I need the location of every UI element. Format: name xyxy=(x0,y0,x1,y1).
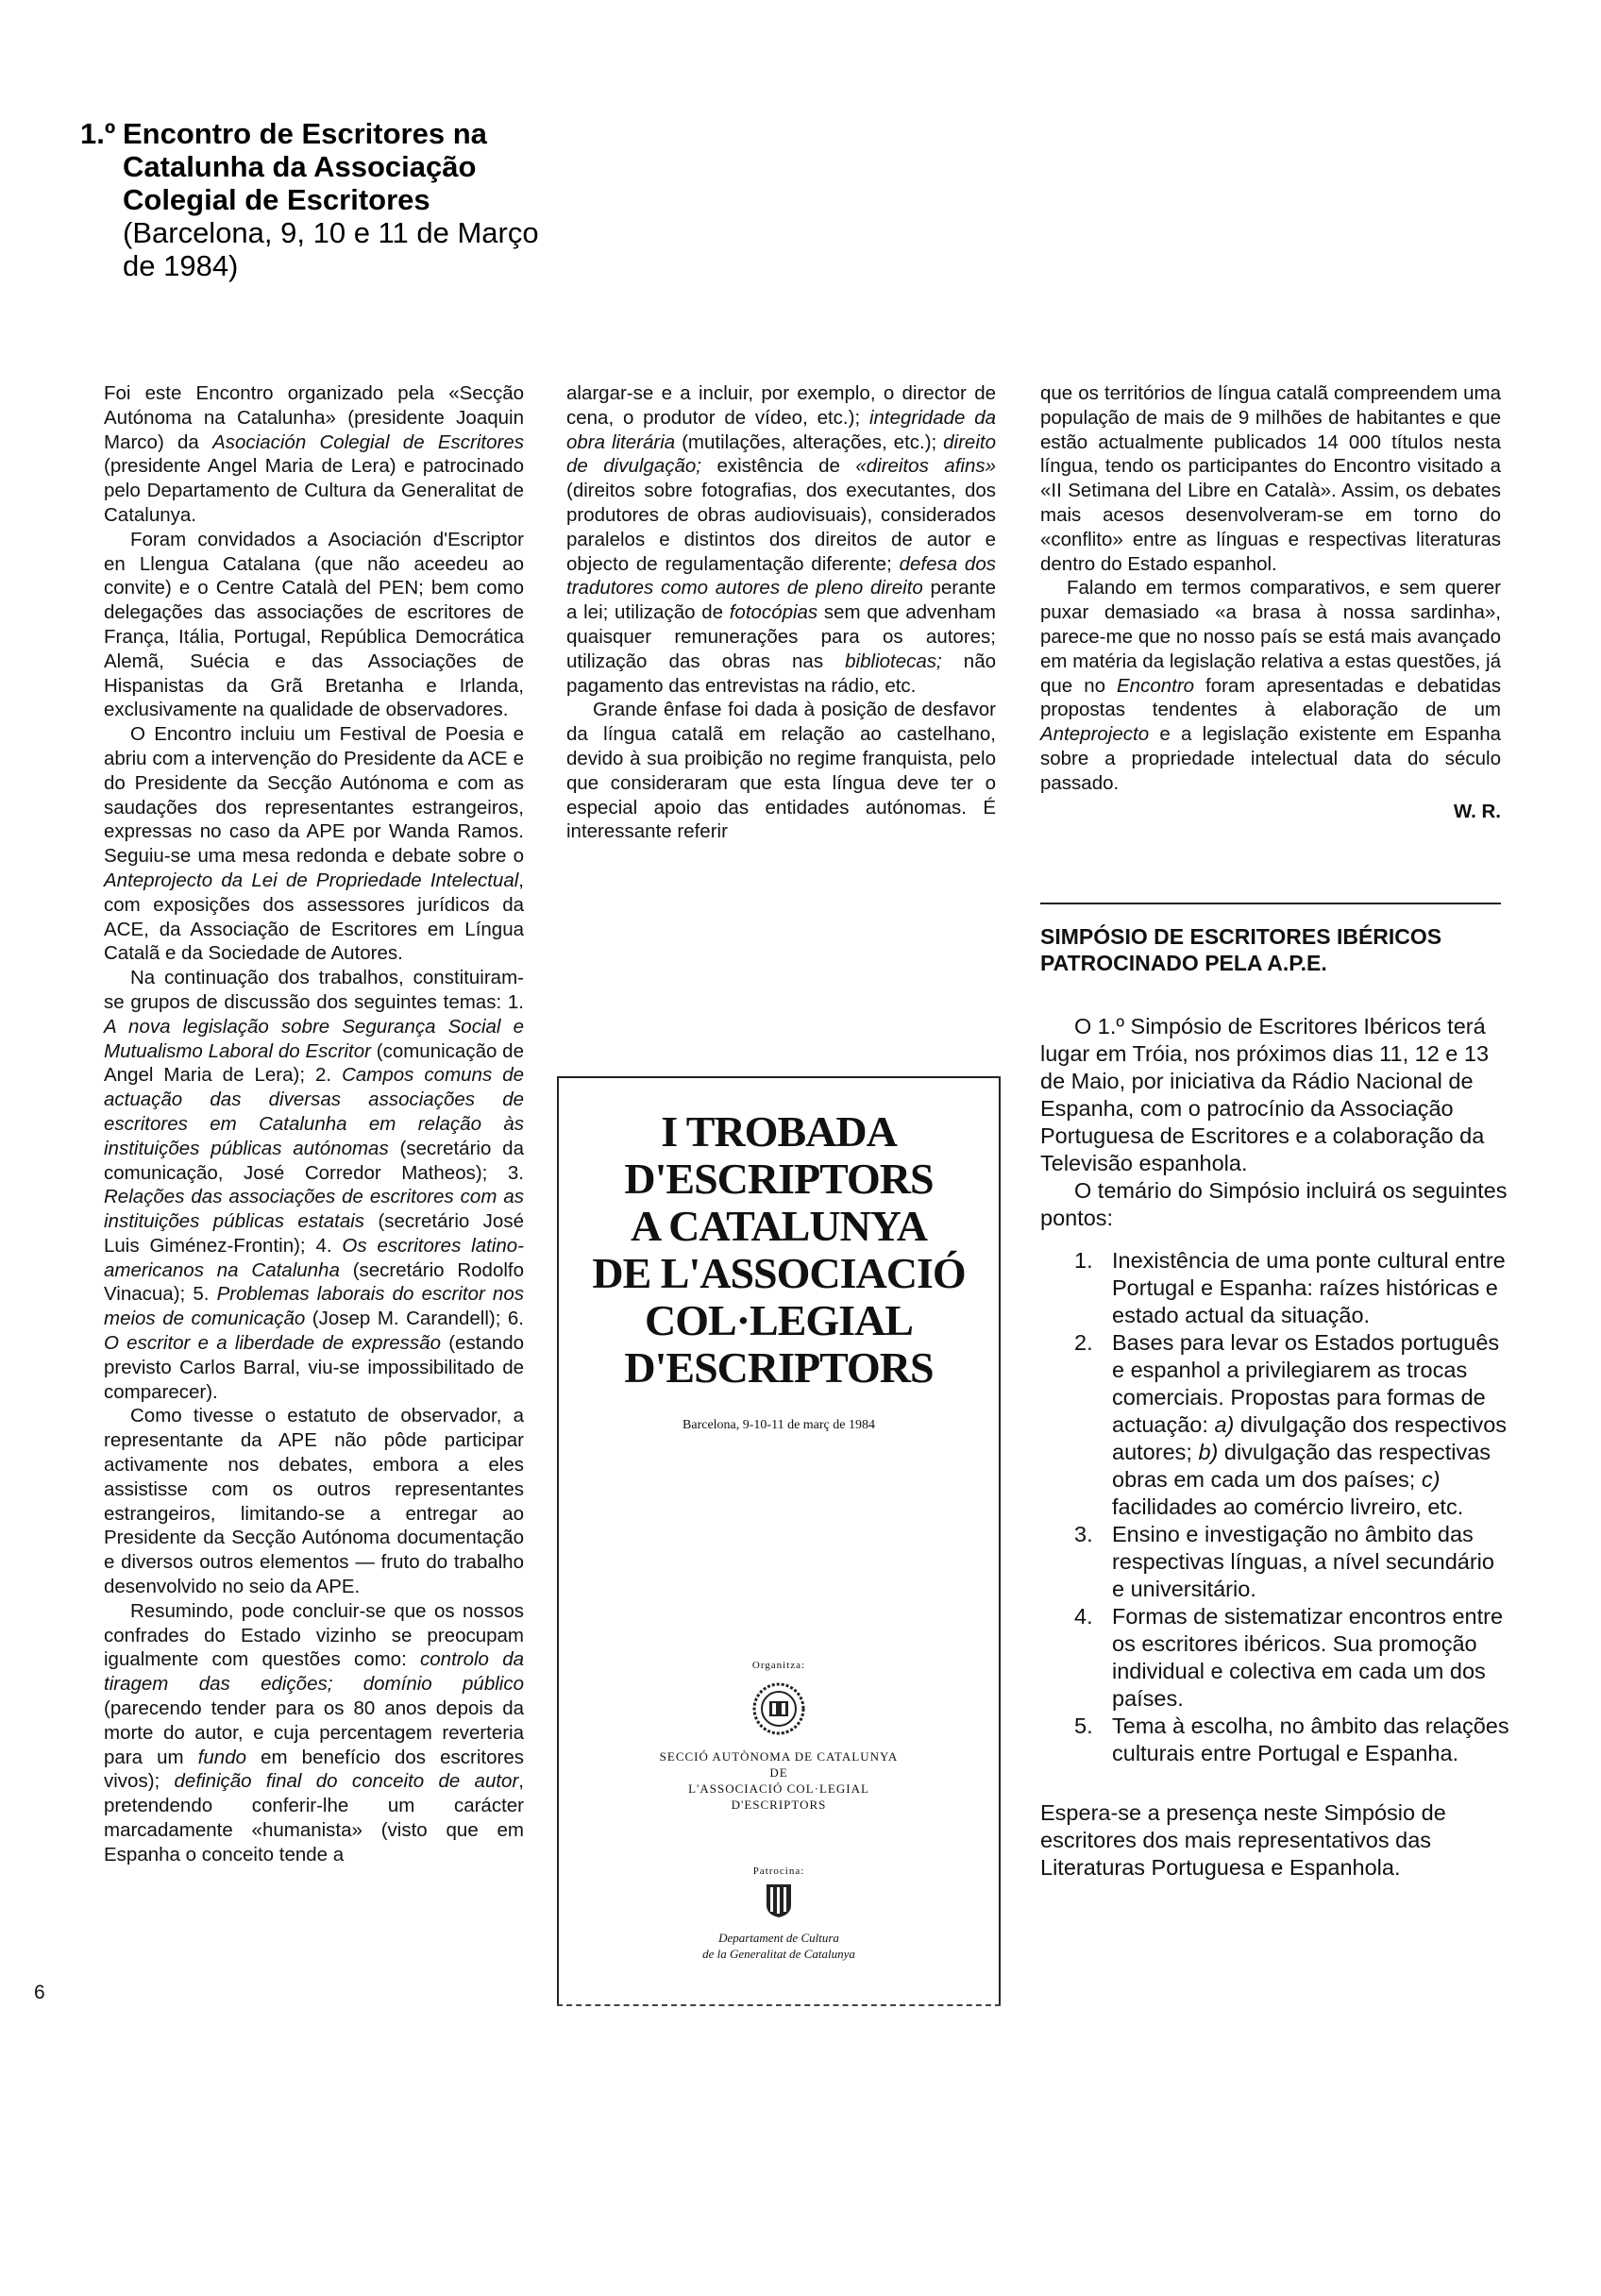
list-item: 3. Ensino e investigação no âmbito das respectivas línguas, a nível secundário e universitário. xyxy=(1074,1522,1494,1601)
paragraph: Grande ênfase foi dada à posição de desfavor da língua catalã em relação ao castelhano, devido à sua proibição no regime franquista, pelo que consideraram que esta língua deve ter o especial apoio das entidades autónomas. É interessante referir xyxy=(566,699,996,843)
paragraph: O 1.º Simpósio de Escritores Ibéricos terá lugar em Tróia, nos próximos dias 11, 12 e 13 de Maio, por iniciativa da Rádio Nacional de Espanha, com o patrocínio da Associação Portuguesa de Escritores e a colaboração da Televisão espanhola. xyxy=(1040,1014,1490,1175)
topics-list xyxy=(1040,1247,1512,1767)
poster-image xyxy=(557,1076,1001,2006)
poster-title-line: D'ESCRIPTORS xyxy=(624,1343,934,1392)
paragraph: Resumindo, pode concluir-se que os nossos confrades do Estado vizinho se preocupam igualmente com questões como: controlo da tiragem das edições; domínio público (parecendo tender para os 80 anos depois da morte do autor, e cuja percentagem reverteria para um fundo em benefício dos escritores vivos); definição final do conceito de autor, pretendendo conferir-lhe um carácter marcadamente «humanista» (visto que em Espanha o conceito tende a xyxy=(104,1599,524,1866)
list-item: 4. Formas de sistematizar encontros entre os escritores ibéricos. Sua promoção individual e colectiva em cada um dos países. xyxy=(1074,1604,1504,1711)
simposio-body xyxy=(1040,1013,1512,1882)
poster-date: Barcelona, 9-10-11 de març de 1984 xyxy=(683,1418,875,1432)
title-number: 1.º xyxy=(80,117,116,150)
poster-title xyxy=(576,1108,982,1392)
poster-organizer: SECCIÓ AUTÒNOMA DE CATALUNYA DE L'ASSOCIACIÓ COL·LEGIAL D'ESCRIPTORS xyxy=(659,1749,899,1812)
title-rest: (Barcelona, 9, 10 e 11 de Março de 1984) xyxy=(123,216,539,282)
column-2 xyxy=(566,381,996,844)
poster-title-line: DE L'ASSOCIACIÓ xyxy=(592,1249,966,1297)
poster-title-line: COL·LEGIAL xyxy=(645,1296,913,1344)
paragraph: Foi este Encontro organizado pela «Secção Autónoma na Catalunha» (presidente Joaquin Marco) da Asociación Colegial de Escritores (presidente Angel Maria de Lera) e patrocinado pelo Departamento de Cultura da Generalitat de Catalunya. xyxy=(104,382,524,526)
paragraph: alargar-se e a incluir, por exemplo, o director de cena, o produtor de vídeo, etc.); integridade da obra literária (mutilações, alterações, etc.); direito de divulgação; existência de «direitos afins» (direitos sobre fotografias, dos executantes, dos produtores de obras audiovisuais), considerados paralelos e distintos dos direitos de autor e objecto de regulamentação diferente; defesa dos tradutores como autores de pleno direito perante a lei; utilização de fotocópias sem que advenham quaisquer remunerações para os autores; utilização das obras nas bibliotecas; não pagamento das entrevistas na rádio, etc. xyxy=(566,382,996,697)
poster-org-label: Organitza: xyxy=(751,1660,806,1671)
paragraph: Foram convidados a Asociación d'Escriptor en Llengua Catalana (que não aceedeu ao convite) e o Centre Català del PEN; bem como delegações das associações de escritores de França, Itália, Portugal, República Democrática Alemã, Suécia e das Associações de Hispanistas da Grã Bretanha e Irlanda, exclusivamente na qualidade de observadores. xyxy=(104,528,524,721)
column-3 xyxy=(1040,381,1501,823)
paragraph: Espera-se a presença neste Simpósio de escritores dos mais representativos das Literaturas Portuguesa e Espanhola. xyxy=(1040,1800,1446,1880)
title-bold: Encontro de Escritores na Catalunha da Associação Colegial de Escritores xyxy=(123,117,487,216)
paragraph: Como tivesse o estatuto de observador, a representante da APE não pôde participar activamente nos debates, embora a eles assistisse com os outros representantes estrangeiros, limitando-se a entregar ao Presidente da Secção Autónoma documentação e diversos outros elementos — fruto do trabalho desenvolvido no seio da APE. xyxy=(104,1405,524,1598)
author-signature: W. R. xyxy=(1453,800,1501,822)
paragraph: O Encontro incluiu um Festival de Poesia e abriu com a intervenção do Presidente da ACE e do Presidente da Secção Autónoma e com as saudações dos representantes estrangeiros, expressas no caso da APE por Wanda Ramos. Seguiu-se uma mesa redonda e debate sobre o Anteprojecto da Lei de Propriedade Intelectual, com exposições dos assessores jurídicos da ACE, da Associação de Escritores em Língua Catalã e da Sociedade de Autores. xyxy=(104,723,524,965)
paragraph: Na continuação dos trabalhos, constituiram-se grupos de discussão dos seguintes temas: 1. A nova legislação sobre Segurança Social e Mutualismo Laboral do Escritor (comunicação de Angel Maria de Lera); 2. Campos comuns de actuação das diversas associações de escritores em Catalunha em relação às instituições públicas autónomas (secretário da comunicação, José Corredor Matheos); 3. Relações das associações de escritores com as instituições públicas estatais (secretário José Luis Giménez-Frontin); 4. Os escritores latino-americanos na Catalunha (secretário Rodolfo Vinacua); 5. Problemas laborais do escritor nos meios de comunicação (Josep M. Carandell); 6. O escritor e a liberdade de expressão (estando previsto Carlos Barral, viu-se impossibilitado de comparecer). xyxy=(104,967,525,1403)
list-item: 5. Tema à escolha, no âmbito das relações culturais entre Portugal e Espanha. xyxy=(1074,1714,1509,1765)
poster-title-line: A CATALUNYA xyxy=(630,1202,928,1250)
poster-sponsor-label: Patrocina: xyxy=(752,1866,805,1877)
poster-title-line: D'ESCRIPTORS xyxy=(624,1155,934,1203)
poster-title-line: I TROBADA xyxy=(661,1107,897,1156)
seal-icon xyxy=(750,1680,807,1737)
paragraph: que os territórios de língua catalã compreendem uma população de mais de 9 milhões de habitantes e que estão actualmente publicados 14 000 títulos nesta língua, tendo os participantes do Encontro visitado a «II Setimana del Libre en Català». Assim, os debates mais acesos desenvolveram-se em torno do «conflito» entre as línguas e respectivas literaturas dentro do Estado espanhol. xyxy=(1040,382,1501,575)
column-1 xyxy=(104,381,524,1867)
section-heading: SIMPÓSIO DE ESCRITORES IBÉRICOS PATROCINADO PELA A.P.E. xyxy=(1040,924,1442,975)
section-divider xyxy=(1040,903,1501,904)
poster-sponsor: Departament de Cultura de la Generalitat de Catalunya xyxy=(702,1931,855,1961)
page-number: 6 xyxy=(34,1982,45,2003)
list-item: 1. Inexistência de uma ponte cultural entre Portugal e Espanha: raízes históricas e estado actual da situação. xyxy=(1074,1248,1506,1327)
coat-of-arms-icon xyxy=(765,1882,793,1918)
article-title xyxy=(80,117,552,282)
paragraph: Falando em termos comparativos, e sem querer puxar demasiado «a brasa à nossa sardinha», parece-me que no nosso país se está mais avançado em matéria da legislação relativa a estas questões, já que no Encontro foram apresentadas e debatidas propostas tendentes à elaboração de um Anteprojecto e a legislação existente em Espanha sobre a propriedade intelectual data do século passado. xyxy=(1040,577,1501,794)
list-item: 2. Bases para levar os Estados português e espanhol a privilegiarem as trocas comerciais. Propostas para formas de actuação: a) divulgação dos respectivos autores; b) divulgação das respectivas obras em cada um dos países; c) facilidades ao comércio livreiro, etc. xyxy=(1074,1330,1508,1519)
paragraph: O temário do Simpósio incluirá os seguintes pontos: xyxy=(1040,1178,1508,1230)
